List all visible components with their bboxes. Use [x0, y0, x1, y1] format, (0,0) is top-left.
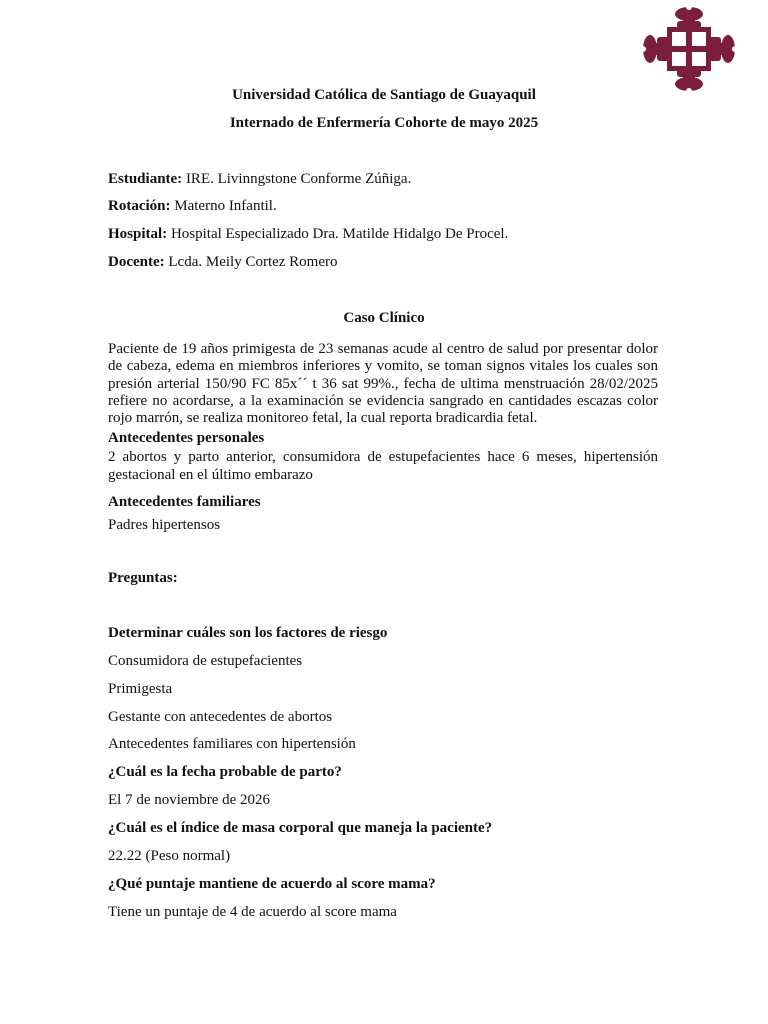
- answer-text: El 7 de noviembre de 2026: [108, 792, 271, 808]
- question-title: Determinar cuáles son los factores de riesgo: [108, 625, 388, 641]
- answer-text: Primigesta: [108, 681, 173, 697]
- student-label: Estudiante:: [108, 171, 183, 187]
- student-row: [108, 170, 411, 188]
- teacher-label: Docente:: [108, 254, 165, 270]
- answer-text: Consumidora de estupefacientes: [108, 653, 303, 669]
- case-paragraph-line: presión arterial 150/90 FC 85x´´ t 36 sat 99%., fecha de ultima menstruación 28/02/2025: [108, 376, 658, 392]
- personal-history-heading: Antecedentes personales: [108, 430, 265, 446]
- answer-text: 22.22 (Peso normal): [108, 848, 231, 864]
- student-value: IRE. Livinngstone Conforme Zúñiga.: [185, 171, 412, 187]
- teacher-row: [108, 253, 338, 271]
- question-title: ¿Cuál es la fecha probable de parto?: [108, 764, 342, 780]
- family-history-text: Padres hipertensos: [108, 517, 221, 533]
- teacher-value: Lcda. Meily Cortez Romero: [168, 254, 338, 270]
- answer-text: Antecedentes familiares con hipertensión: [108, 736, 356, 752]
- answer-text: Gestante con antecedentes de abortos: [108, 709, 333, 725]
- personal-history-line: 2 abortos y parto anterior, consumidora de estupefacientes hace 6 meses, hipertensión: [108, 449, 658, 465]
- hospital-row: [108, 225, 508, 243]
- document-title: Universidad Católica de Santiago de Guayaquil: [232, 87, 536, 103]
- case-paragraph-line: de cabeza, edema en miembros inferiores y vomito, se toman signos vitales los cuales son: [108, 358, 658, 374]
- university-cross-icon: [643, 5, 735, 93]
- rotation-value: Materno Infantil.: [174, 198, 277, 214]
- document-subtitle: Internado de Enfermería Cohorte de mayo 2025: [229, 115, 539, 131]
- question-title: ¿Qué puntaje mantiene de acuerdo al score mama?: [108, 876, 436, 892]
- case-title: Caso Clínico: [343, 310, 425, 326]
- university-logo: [643, 5, 735, 93]
- case-paragraph-line: Paciente de 19 años primigesta de 23 semanas acude al centro de salud por presentar dolor: [108, 341, 658, 357]
- rotation-row: [108, 197, 277, 215]
- case-paragraph-line: rojo marrón, se realiza monitoreo fetal, la cual reporta bradicardia fetal.: [108, 410, 538, 426]
- answer-text: Tiene un puntaje de 4 de acuerdo al score mama: [108, 904, 397, 920]
- rotation-label: Rotación:: [108, 198, 171, 214]
- personal-history-line: gestacional en el último embarazo: [108, 467, 313, 483]
- questions-heading: Preguntas:: [108, 570, 178, 586]
- hospital-label: Hospital:: [108, 226, 168, 242]
- question-title: ¿Cuál es el índice de masa corporal que maneja la paciente?: [108, 820, 493, 836]
- family-history-heading: Antecedentes familiares: [108, 494, 261, 510]
- case-paragraph-line: refiere no acordarse, a la examinación se evidencia sangrado en cantidades escazas color: [108, 393, 658, 409]
- hospital-value: Hospital Especializado Dra. Matilde Hidalgo De Procel.: [170, 226, 509, 242]
